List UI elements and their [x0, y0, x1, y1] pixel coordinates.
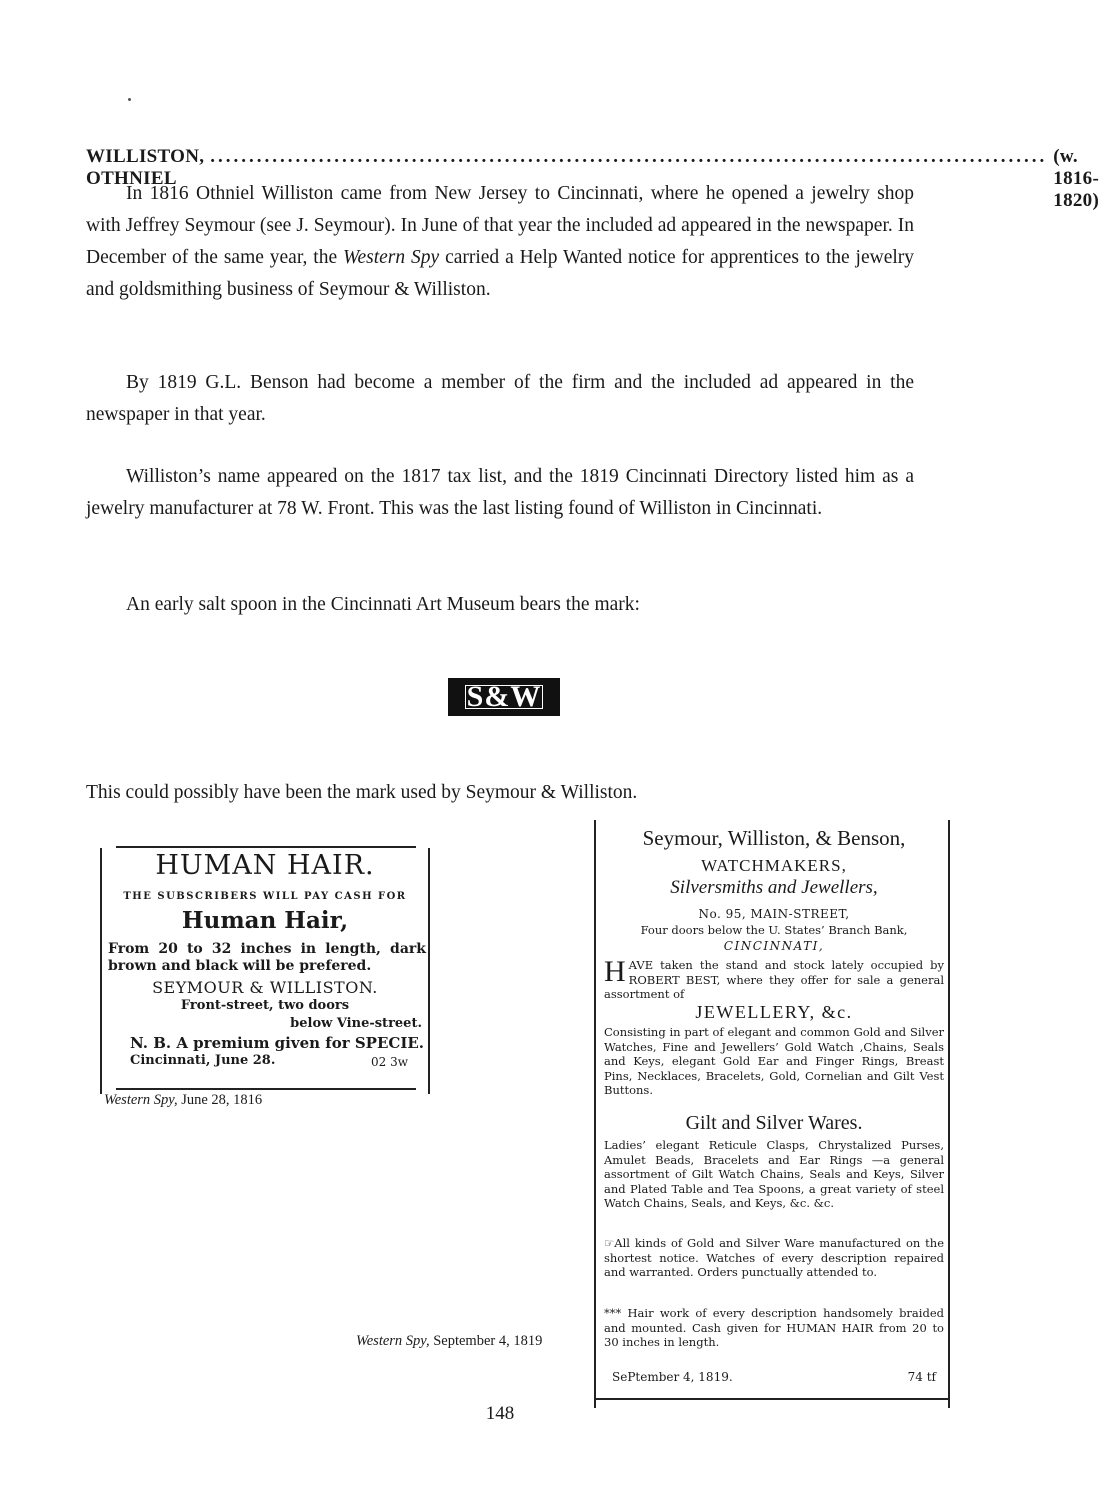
scan-speck	[128, 98, 131, 101]
ad-location: below Vine-street.	[290, 1016, 422, 1031]
ad-location: Front-street, two doors	[180, 998, 350, 1013]
paragraph-5: This could possibly have been the mark used by Seymour & Williston.	[86, 782, 638, 803]
advertisement-human-hair	[100, 838, 430, 1088]
entry-name: WILLISTON, OTHNIEL	[86, 146, 205, 189]
ad-border	[594, 820, 596, 1408]
caption-ad-2: Western Spy, September 4, 1819	[356, 1333, 543, 1349]
advertisement-seymour-williston-benson	[594, 820, 950, 1410]
drop-cap: H	[604, 955, 626, 988]
ad-paragraph: HAVE taken the stand and stock lately occupied by ROBERT BEST, where they offer for sale a general assortment of	[604, 955, 944, 1002]
page-number: 148	[485, 1403, 515, 1424]
ad-code: 74 tf	[907, 1370, 936, 1384]
maker-mark-text: S&W	[462, 682, 547, 712]
ad-paragraph: *** Hair work of every description handsomely braided and mounted. Cash given for HUMAN HAIR from 20 to 30 inches in length.	[604, 1306, 944, 1350]
paragraph-3: Williston’s name appeared on the 1817 tax list, and the 1819 Cincinnati Directory listed him as a jewelry manufacturer at 78 W. Front. This was the last listing found of Williston in Cincinnati.	[86, 466, 914, 519]
ad-trade: WATCHMAKERS,	[701, 856, 847, 875]
ad-address-detail: Four doors below the U. States’ Branch Bank,	[640, 923, 908, 937]
ad-rule	[594, 1398, 950, 1400]
ad-firm-name: Seymour, Williston, & Benson,	[642, 826, 906, 850]
ad-title: Human Hair,	[181, 907, 349, 934]
ad-city: CINCINNATI,	[723, 939, 825, 953]
ad-firm-name: SEYMOUR & WILLISTON.	[152, 978, 378, 997]
ad-heading-jewellery: JEWELLERY, &c.	[695, 1002, 853, 1022]
caption-ad-1: Western Spy, June 28, 1816	[104, 1092, 263, 1108]
entry-dates: (w. 1816-1820)	[1053, 146, 1099, 211]
ad-border	[428, 848, 430, 1094]
leader-dots: ............................................................................................................	[210, 146, 1048, 167]
ad-border	[948, 820, 950, 1408]
ad-premium-note: N. B. A premium given for SPECIE.	[130, 1034, 424, 1052]
ad-date: SePtember 4, 1819.	[612, 1370, 733, 1384]
ad-trade-subtitle: Silversmiths and Jewellers,	[670, 877, 878, 898]
maker-mark	[448, 678, 560, 716]
ad-address: No. 95, MAIN-STREET,	[698, 907, 850, 921]
ad-subheading: THE SUBSCRIBERS WILL PAY CASH FOR	[123, 891, 407, 902]
ad-footer	[612, 1370, 936, 1384]
paper-title: Western Spy	[343, 247, 440, 268]
ad-heading-gilt: Gilt and Silver Wares.	[685, 1112, 863, 1134]
ad-rule	[116, 1088, 416, 1090]
paragraph-4: An early salt spoon in the Cincinnati Art Museum bears the mark:	[126, 594, 640, 615]
paragraph-2: By 1819 G.L. Benson had become a member of the firm and the included ad appeared in the newspaper in that year.	[86, 372, 914, 425]
ad-paragraph: Ladies’ elegant Reticule Clasps, Chrystalized Purses, Amulet Beads, Bracelets and Ear Rings —a general assortment of Gilt Watch Chains, Seals and Keys, Silver and Plated Table and Tea Spoons, a great variety of steel Watch Chains, Seals, and Keys, &c. &c.	[604, 1138, 944, 1211]
ad-date: Cincinnati, June 28.	[130, 1053, 276, 1068]
ad-paragraph: ☞All kinds of Gold and Silver Ware manufactured on the shortest notice. Watches of every description repaired and warranted. Orders punctually attended to.	[604, 1236, 944, 1280]
paragraph-1: In 1816 Othniel Williston came from New Jersey to Cincinnati, where he opened a jewelry shop with Jeffrey Seymour (see J. Seymour). In June of that year the included ad appeared in the newspaper. In December of the same year, the Western Spy carried a Help Wanted notice for apprentices to the jewelry and goldsmithing business of Seymour & Williston.	[86, 183, 915, 300]
ad-code: 02 3w	[371, 1055, 408, 1069]
ad-paragraph: Consisting in part of elegant and common Gold and Silver Watches, Fine and Jewellers’ Gold Watch ,Chains, Seals and Keys, elegant Gold Ear and Finger Rings, Breast Pins, Necklaces, Bracelets, Gold, Cornelian and Gilt Vest Buttons.	[604, 1025, 944, 1098]
ad-body: From 20 to 32 inches in length, dark brown and black will be prefered.	[108, 941, 426, 974]
ad-border	[100, 848, 102, 1094]
ad-rule	[116, 846, 416, 848]
ad-headline: HUMAN HAIR.	[155, 850, 375, 881]
